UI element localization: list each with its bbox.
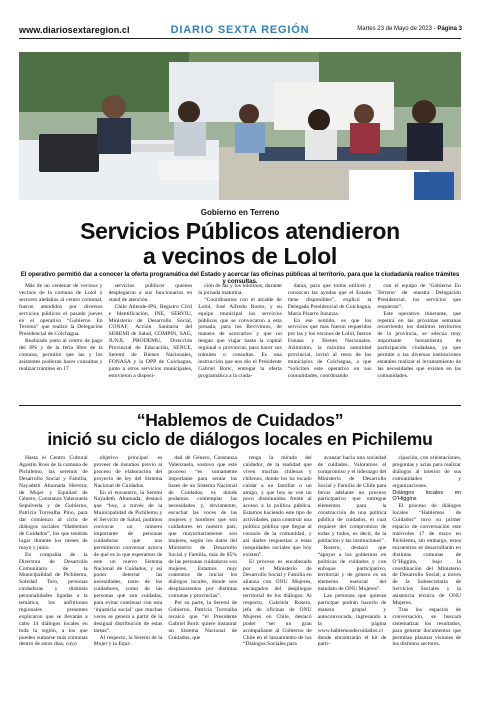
date-text: Martes 23 de Mayo de 2023 - bbox=[357, 26, 438, 32]
paragraph: El proceso de diálogos locales “Hablemos de Cuidados” tuvo su primer espacio de conversación este miércoles 17 de mayo en Pichilemu, sin embargo, estos encuentros se desarrollarán en distintas comunas de O’Higgins, bajo la coordinación del Ministerio de Desarrollo Social, a través de la Subsecretaría de Servicios Sociales y la asistencia técnica de ONU Mujeres. bbox=[392, 503, 462, 607]
paragraph: El proceso es encabezado por el Ministerio de Desarrollo Social y Familia en alianza con ONU Mujeres, encargados del despliegue territorial de los diálogos. Al respecto, Gabriela Rosero, jefa de oficinas de ONU Mujeres en Chile, destacó poder “ser un gran acompañante al Gobierno de Chile en el lanzamiento de los “Diálogos Sociales para bbox=[243, 558, 312, 648]
masthead: DIARIO SEXTA REGIÓN bbox=[170, 24, 310, 36]
paragraph: “Coordinamos con el alcalde de Lolol, José Alfredo Romo, y su equipo municipal los servicios públicos que se convocaron a esta jornada, para los Revivimos, de manera de acercarlos y que no tengan que viajar hasta la capital regional o provincial, para hacer sus trámites o consultas. Es una instrucción que nos dio el Presidente Gabriel Boric, entregar la oferta programática a la ciuda- bbox=[198, 296, 282, 379]
paragraph: Al respecto, la Seremi de la Mujer y la Equi- bbox=[93, 634, 163, 648]
article1-body bbox=[19, 283, 461, 380]
article1-headline-line1: Servicios Públicos atendieron bbox=[80, 218, 400, 244]
article2-headline-line1: “Hablemos de Cuidados” bbox=[136, 410, 344, 430]
article2-column bbox=[243, 455, 312, 648]
site-url[interactable]: www.diariosextaregion.cl bbox=[19, 25, 130, 35]
article1-column bbox=[198, 283, 282, 380]
article2-column bbox=[318, 455, 387, 648]
section-divider bbox=[19, 405, 461, 406]
paragraph: Por su parte, la Seremi de Gobierno, Patricia Torrealba recalcó que “el Presidente Gabriel Boric quiere instaurar un Sistema Nacional de Cuidados, que bbox=[168, 600, 238, 641]
photo-illustration bbox=[19, 52, 461, 200]
paragraph: danía, para que todos utilicen y conozcan las ayudas que el Estado tiene disponibles”, explicó la Delegada Presidencial de Colchagua, María Pizarro Inzunza. bbox=[287, 283, 372, 317]
article2-column bbox=[19, 455, 88, 648]
paragraph: objetivo principal es proveer de insumos previo al proceso de elaboración del proyecto de ley del Sistema Nacional de Cuidados. bbox=[93, 455, 163, 489]
paragraph: Más de un centenar de vecinos y vecinos de la comuna de Lolol y sectores aledaños al centro comunal, fueron atendidos por diversos servicios públicos el pasado jueves en el operativo “Gobierno En Terreno” que realizó la Delegación Presidencial de Colchagua. bbox=[19, 283, 103, 338]
article2-headline bbox=[0, 411, 480, 449]
paragraph: Hasta el Centro Cultural Agustín Ross de la comuna de Pichilemu, las seremis de Desarrollo Social y Familia, Nayadeth Ahumada Herrera; de Mujer y Equidad de Género, Constanza Valenzuela Sepúlveda y de Gobierno, Patricia Torrealba Pino, para dar comienzo al ciclo de diálogos sociales “Hablemos de Cuidados”, los que tendrán lugar durante los meses de mayo y junio. bbox=[19, 455, 88, 551]
paragraph: dad de Género, Constanza Valenzuela, sostuvo que este proceso “es sumamente importante para sentar las bases de un Sistema Nacional de Cuidados, es donde podamos contemplar las necesidades y, obviamente, escuchar las voces de las mujeres y hombres que son cuidadores en nuestro país, que mayoritariamente son mujeres, según los datos del Ministerio de Desarrollo Social y Familia, más de 85% de las personas cuidadoras son mujeres. Estamos muy contentos de iniciar los diálogos locales, donde nos desplazaremos por distintas comunas y provincias”. bbox=[168, 455, 238, 600]
paragraph: Este operativo itinerante, que repetirá en las próximas semanas recorriendo los distintos territorios de la provincia, se adecúa muy importante herramienta de participación ciudadana, ya que permite a las diversas instituciones estatales realizar el levantamiento de las necesidades que existen en las comunidades. bbox=[377, 310, 461, 379]
article2-column bbox=[392, 455, 461, 648]
paragraph: tenga la mirada del cuidador, de la realidad que viven muchas chilenas y chilenos, donde los ha tocado cuidar a un familiar o un amigo, y que hoy se ven un poco disminuidos frente al acceso a la política pública. Estamos haciendo este tipo de actividades, para construir una política pública que llegue al corazón de la comunidad, y así darles respuestas a estas inequidades sociales que hoy existen”. bbox=[243, 455, 312, 558]
header-rule bbox=[19, 38, 461, 39]
article1-kicker: Gobierno en Terreno bbox=[200, 208, 280, 217]
article1-column bbox=[19, 283, 103, 380]
paragraph: servicios públicos quienes desplegaron a sus funcionarios en stand de atención. bbox=[108, 283, 193, 303]
subheading: Diálogos locales en O’Higgins bbox=[392, 489, 462, 503]
article2-body bbox=[19, 455, 461, 648]
paragraph: con el equipo de ‘Gobierno En Terreno’ de nuestra Delegación Presidencial, los servicios que requieran”. bbox=[377, 283, 461, 310]
page-header bbox=[0, 0, 480, 40]
article1-column bbox=[377, 283, 461, 380]
article1-deck: El operativo permitió dar a conocer la oferta programática del Estado y acercar las oficinas públicas al territorio, para que la ciudadanía realice trámites y consultas. bbox=[20, 271, 460, 285]
paragraph: avanzar hacia una sociedad de cuidados. Valoramos el compromiso y el liderazgo del Ministerio de Desarrollo Social y Familia de Chile para llevar adelante un proceso participativo que entregue elementos para la construcción de una política pública de cuidados, el cual requiere del compromiso de todas y todos, es decir, de la población y las instituciones”. bbox=[317, 455, 387, 544]
article2-column bbox=[168, 455, 237, 648]
paragraph: En compañía de la Directora de Desarrollo Comunitario de la Municipalidad de Pichilemu, Soledad Toro, personas cuidadoras y distintas personalidades ligadas a la temática, los anfitriones regionales presentes explicaron que se llevarán a cabo 14 diálogos locales en toda la región, a los que pueden sumarse más comunas dentro de estos días, cuyo bbox=[19, 551, 88, 648]
article2-column bbox=[94, 455, 163, 648]
paragraph: En el encuentro, la Seremi Nayadeth Ahumada, destacó que “hoy, a través de la Municipalidad de Pichilemu y el Servicio de Salud, pudimos convocar un número importante de personas cuidadoras que nos permitieron conversar acerca de qué es lo que esperamos de este un nuevo Sistema Nacional de Cuidados, y así poder detectar las necesidades, tanto de los cuidadores, como de las personas que son cuidadas, para evitar continuar con esta ‘injusticia social’ que muchas veces se genera a partir de la desigual distribución de estas tareas”. bbox=[93, 489, 163, 634]
paragraph: Chile Atiende-IPS, Registro Civil e Identificación, INE, SERVIU, Ministerio de Desarrollo Social, CONAF, Acción Sanitaria del SEREMI de Salud, COMPIN, SAG, JUNJI, PRODEMU, Dirección Provincial de Educación, SENCE, Seremi de Bienes Nacionales, FONASA y la DPP de Colchagua, junto a otros servicios municipales, estuvieron a disposi- bbox=[108, 303, 193, 379]
paragraph: En ese sentido, es que los servicios que más fueron requeridos por las y los vecinos de Lolol, fueron Fonasa y Bienes Nacionales. Asimismo, la máxima autoridad provincial, invitó al resto de los municipios de Colchagua, a que “soliciten este operativo en sus comunidades, coordinando bbox=[287, 317, 372, 379]
paragraph: Realizado junto al centro de pago del IPS y de la feria libre de la comuna, permitió que las y los asistentes pudieran hacer consultas y realizar trámites en 17 bbox=[19, 338, 103, 372]
article-photo bbox=[19, 52, 461, 200]
paragraph: Las personas que quieran participar podrán hacerlo de manera grupal y autoconvocada, ingresando a la página www.hablemosdecuidados.cl donde encontrarán el kit de parti- bbox=[317, 593, 387, 648]
dateline bbox=[357, 26, 462, 32]
paragraph: cipación, con orientaciones, preguntas y actas para realizar diálogos al interior de sus comunidades y organizaciones. bbox=[392, 455, 462, 489]
article1-headline-line2: a vecinos de Lolol bbox=[143, 243, 337, 269]
article2-headline-line2: inició su ciclo de diálogos locales en Pichilemu bbox=[47, 429, 433, 449]
paragraph: Rosero, destacó que “apoyar a los gobiernos en políticas de cuidados y con enfoque participativo, territorial y de género es un elemento esencial del mandato de ONU Mujeres”. bbox=[317, 544, 387, 593]
paragraph: ción de las y los lololinos, durante la jornada matutina. bbox=[198, 283, 282, 296]
paragraph: Tras los espacios de conversación, se buscará sistematizar los resultados, para generar documentos que permitan plasmar visiones de los distintos sectores. bbox=[392, 606, 462, 648]
article1-column bbox=[109, 283, 193, 380]
article1-column bbox=[288, 283, 372, 380]
page-number: Página 3 bbox=[437, 26, 462, 32]
article1-headline bbox=[0, 219, 480, 269]
